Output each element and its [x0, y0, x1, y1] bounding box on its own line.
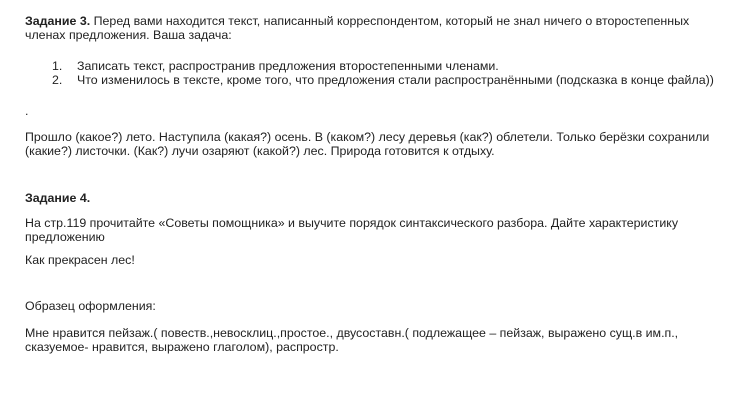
task3-intro-text: Перед вами находится текст, написанный корреспондентом, который не знал ничего о второстепенных членах предложения. Ваша задача:	[25, 14, 690, 42]
list-item-number: 1.	[52, 59, 63, 73]
task4-sentence: Как прекрасен лес!	[25, 253, 135, 267]
task3-text-paragraph: Прошло (какое?) лето. Наступила (какая?) осень. В (каком?) лесу деревья (как?) облетели. Только берёзки сохранили (какие?) листочки. (Как?) лучи озаряют (какой?) лес. Природа готовится к отдыху.	[25, 130, 710, 158]
stray-dot: .	[25, 104, 29, 118]
task4-instruction: На стр.119 прочитайте «Советы помощника» и выучите порядок синтаксического разбора. Дайте характеристику предложению	[25, 216, 679, 244]
task4-heading: Задание 4.	[25, 191, 91, 205]
task3-steps-list	[25, 59, 725, 87]
document-body	[25, 14, 725, 354]
list-item-number: 2.	[52, 73, 63, 87]
sample-label: Образец оформления:	[25, 299, 156, 313]
list-item	[25, 59, 725, 73]
task3-intro-paragraph	[25, 14, 725, 42]
task3-heading: Задание 3.	[25, 14, 91, 28]
sample-text: Мне нравится пейзаж.( повеств.,невосклиц.,простое., двусоставн.( подлежащее – пейзаж, выражено сущ.в им.п., сказуемое- нравится, выражено глаголом), распростр.	[25, 326, 679, 354]
list-item-text: Что изменилось в тексте, кроме того, что предложения стали распространёнными (подсказка в конце файла))	[77, 73, 714, 87]
list-item-text: Записать текст, распространив предложения второстепенными членами.	[77, 59, 499, 73]
list-item	[25, 73, 725, 87]
